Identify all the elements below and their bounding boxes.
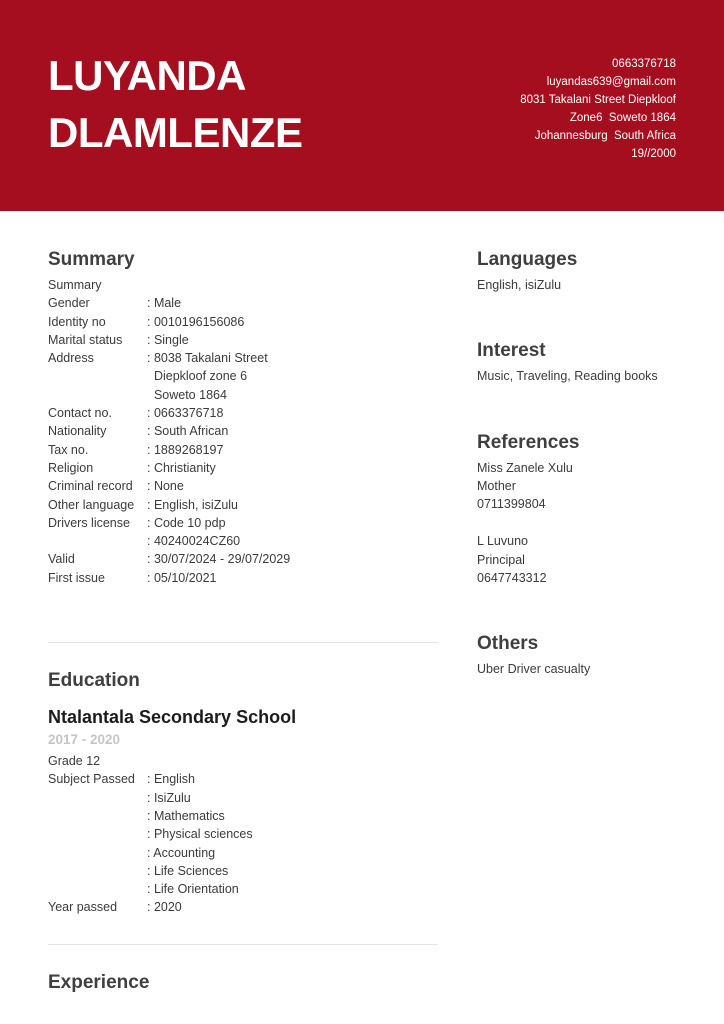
field-value: : Male [147,296,182,311]
school-name: Ntalantala Secondary School [48,707,297,728]
interest-heading: Interest [477,340,546,362]
summary-row [48,459,438,477]
summary-row [48,276,438,294]
field-label: Gender [48,296,90,311]
field-value: : 2020 [147,900,182,915]
field-value: : IsiZulu [147,790,191,805]
field-label: Valid [48,552,75,567]
summary-row [48,404,438,422]
contact-block [520,55,676,163]
section-divider [48,944,438,945]
field-label: Contact no. [48,406,112,421]
field-label: Summary [48,278,102,292]
education-row [48,770,438,788]
field-value: : 8038 Takalani Street [147,351,268,366]
summary-row [48,477,438,495]
contact-address-line-3: Johannesburg South Africa [534,130,676,142]
field-label: Subject Passed [48,772,135,787]
header-band [0,0,724,211]
field-value: : 40240024CZ60 [147,534,241,549]
field-label: First issue [48,570,105,585]
references-section [477,430,676,588]
field-label: Other language [48,497,135,512]
field-label: Marital status [48,332,123,347]
field-value: : South African [147,424,229,439]
others-text: Uber Driver casualty [477,662,591,677]
reference-phone: 0647743312 [477,571,547,586]
field-label [48,367,147,385]
reference-name: Miss Zanele Xulu [477,460,573,475]
education-row [48,880,438,898]
field-value: : 1889268197 [147,442,224,457]
field-value: : 0663376718 [147,406,224,421]
field-value: : English [147,772,195,787]
contact-address-line-1: 8031 Takalani Street Diepkloof [520,94,676,106]
field-value: : Accounting [147,845,216,860]
summary-row [48,514,438,532]
summary-row [48,441,438,459]
field-label [48,532,147,550]
field-value: : Christianity [147,460,216,475]
contact-email: luyandas639@gmail.com [546,76,676,88]
field-label: Address [48,351,94,366]
field-value: : Life Sciences [147,863,229,878]
field-label: Identity no [48,314,106,329]
education-period: 2017 - 2020 [48,732,121,748]
reference-role: Mother [477,478,516,493]
education-row [48,807,438,825]
field-label [48,789,147,807]
contact-birth-date: 19//2000 [631,148,676,160]
education-row [48,862,438,880]
field-value: Diepkloof zone 6 [147,369,248,384]
summary-row [48,313,438,331]
summary-row [48,532,438,550]
field-label [48,844,147,862]
field-label: Year passed [48,900,118,915]
field-label: Criminal record [48,479,133,494]
reference-role: Principal [477,552,525,567]
field-value: : 0010196156086 [147,314,245,329]
field-label [48,862,147,880]
summary-row [48,386,438,404]
summary-row [48,496,438,514]
field-value: : Life Orientation [147,882,239,897]
left-column [48,247,438,999]
education-heading: Education [48,670,140,692]
field-label: Grade 12 [48,754,101,769]
field-value: : 30/07/2024 - 29/07/2029 [147,552,291,567]
field-label: Tax no. [48,442,89,457]
education-row [48,898,438,916]
references-heading: References [477,431,580,453]
summary-row [48,331,438,349]
field-label: Religion [48,460,94,475]
field-label [48,386,147,404]
languages-heading: Languages [477,249,578,270]
field-value: : Physical sciences [147,827,253,842]
summary-row [48,294,438,312]
summary-heading: Summary [48,249,135,270]
interest-section [477,338,676,385]
name-line-2: DLAMLENZE [48,109,303,156]
reference-name: L Luvuno [477,534,528,549]
interest-text: Music, Traveling, Reading books [477,369,658,384]
summary-row [48,349,438,367]
summary-row [48,367,438,385]
education-row [48,825,438,843]
field-label [48,807,147,825]
contact-address-line-2: Zone6 Soweto 1864 [569,112,676,124]
content-area [0,211,724,999]
education-row [48,752,438,770]
field-label: Nationality [48,424,107,439]
education-row [48,844,438,862]
others-heading: Others [477,633,539,655]
experience-heading: Experience [48,971,150,993]
field-value: : English, isiZulu [147,497,239,512]
others-section [477,631,676,678]
summary-row [48,550,438,568]
education-rows [48,752,438,917]
field-label [48,880,147,898]
section-divider [48,642,438,643]
field-value: : 05/10/2021 [147,570,217,585]
summary-row [48,569,438,587]
name-line-1: LUYANDA [48,52,246,99]
field-value: : Single [147,332,189,347]
education-row [48,789,438,807]
summary-row [48,422,438,440]
field-value: : Mathematics [147,808,225,823]
field-label: Drivers license [48,515,130,530]
contact-phone: 0663376718 [612,58,676,70]
field-value: : None [147,479,184,494]
summary-rows [48,276,438,587]
right-column [477,247,676,999]
languages-section [477,247,676,294]
field-value: Soweto 1864 [147,387,227,402]
reference-entry [477,459,676,514]
field-value: : Code 10 pdp [147,515,226,530]
field-label [48,825,147,843]
languages-text: English, isiZulu [477,278,562,292]
reference-phone: 0711399804 [477,497,546,512]
person-name [48,47,302,161]
reference-entry [477,532,676,587]
